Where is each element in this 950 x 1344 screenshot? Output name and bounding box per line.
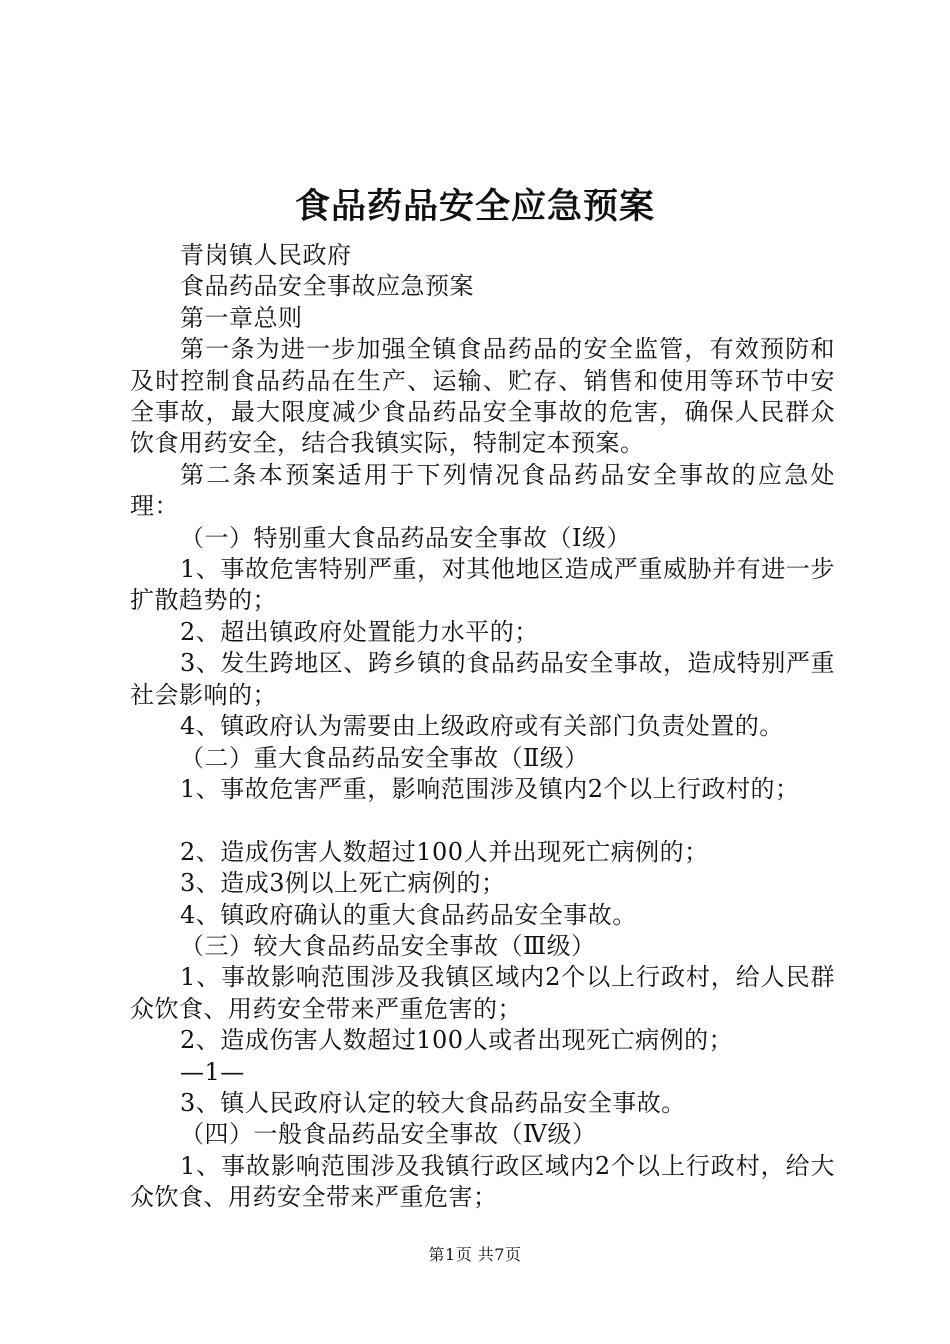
paragraph-level-1-item: 2、超出镇政府处置能力水平的；	[180, 617, 539, 646]
paragraph-chapter-heading: 第一章总则	[180, 303, 303, 332]
paragraph-level-4-item: 1、事故影响范围涉及我镇行政区域内2个以上行政村，给大众饮食、用药安全带来严重危害；	[130, 1151, 835, 1212]
paragraph-level-2-item: 4、镇政府确认的重大食品药品安全事故。	[180, 900, 637, 929]
paragraph-article-1: 第一条为进一步加强全镇食品药品的安全监管，有效预防和及时控制食品药品在生产、运输、贮存、销售和使用等环节中安全事故，最大限度减少食品药品安全事故的危害，确保人民群众饮食用药安全，结合我镇实际，特制定本预案。	[130, 335, 835, 458]
paragraph-issuer: 青岗镇人民政府	[180, 241, 352, 269]
paragraph-level-3-item: 1、事故影响范围涉及我镇区域内2个以上行政村，给人民群众饮食、用药安全带来严重危害的；	[130, 963, 835, 1023]
document-body	[130, 240, 835, 1214]
paragraph-level-3-item: 3、镇人民政府认定的较大食品药品安全事故。	[180, 1088, 686, 1117]
blank-line	[130, 805, 835, 836]
paragraph-level-3-heading: （三）较大食品药品安全事故（Ⅲ级）	[180, 931, 596, 960]
inline-page-number: —1—	[180, 1057, 245, 1086]
paragraph-level-1-item: 3、发生跨地区、跨乡镇的食品药品安全事故，造成特别严重社会影响的；	[130, 649, 835, 709]
paragraph-article-2: 第二条本预案适用于下列情况食品药品安全事故的应急处理：	[130, 460, 835, 521]
page-footer: 第1页 共7页	[428, 1245, 522, 1264]
paragraph-level-1-item: 1、事故危害特别严重，对其他地区造成严重威胁并有进一步扩散趋势的；	[130, 555, 835, 615]
paragraph-level-1-heading: （一）特别重大食品药品安全事故（Ⅰ级）	[180, 523, 631, 552]
paragraph-level-1-item: 4、镇政府认为需要由上级政府或有关部门负责处置的。	[180, 712, 784, 741]
paragraph-level-2-item: 1、事故危害严重，影响范围涉及镇内2个以上行政村的；	[180, 774, 800, 803]
paragraph-level-2-item: 3、造成3例以上死亡病例的；	[180, 869, 506, 898]
paragraph-level-2-heading: （二）重大食品药品安全事故（Ⅱ级）	[180, 743, 589, 772]
paragraph-level-2-item: 2、造成伤害人数超过100人并出现死亡病例的；	[180, 837, 709, 866]
paragraph-subtitle: 食品药品安全事故应急预案	[180, 272, 474, 301]
paragraph-level-3-item: 2、造成伤害人数超过100人或者出现死亡病例的；	[180, 1026, 734, 1055]
document-title: 食品药品安全应急预案	[294, 186, 655, 227]
paragraph-level-4-heading: （四）一般食品药品安全事故（Ⅳ级）	[180, 1120, 597, 1149]
